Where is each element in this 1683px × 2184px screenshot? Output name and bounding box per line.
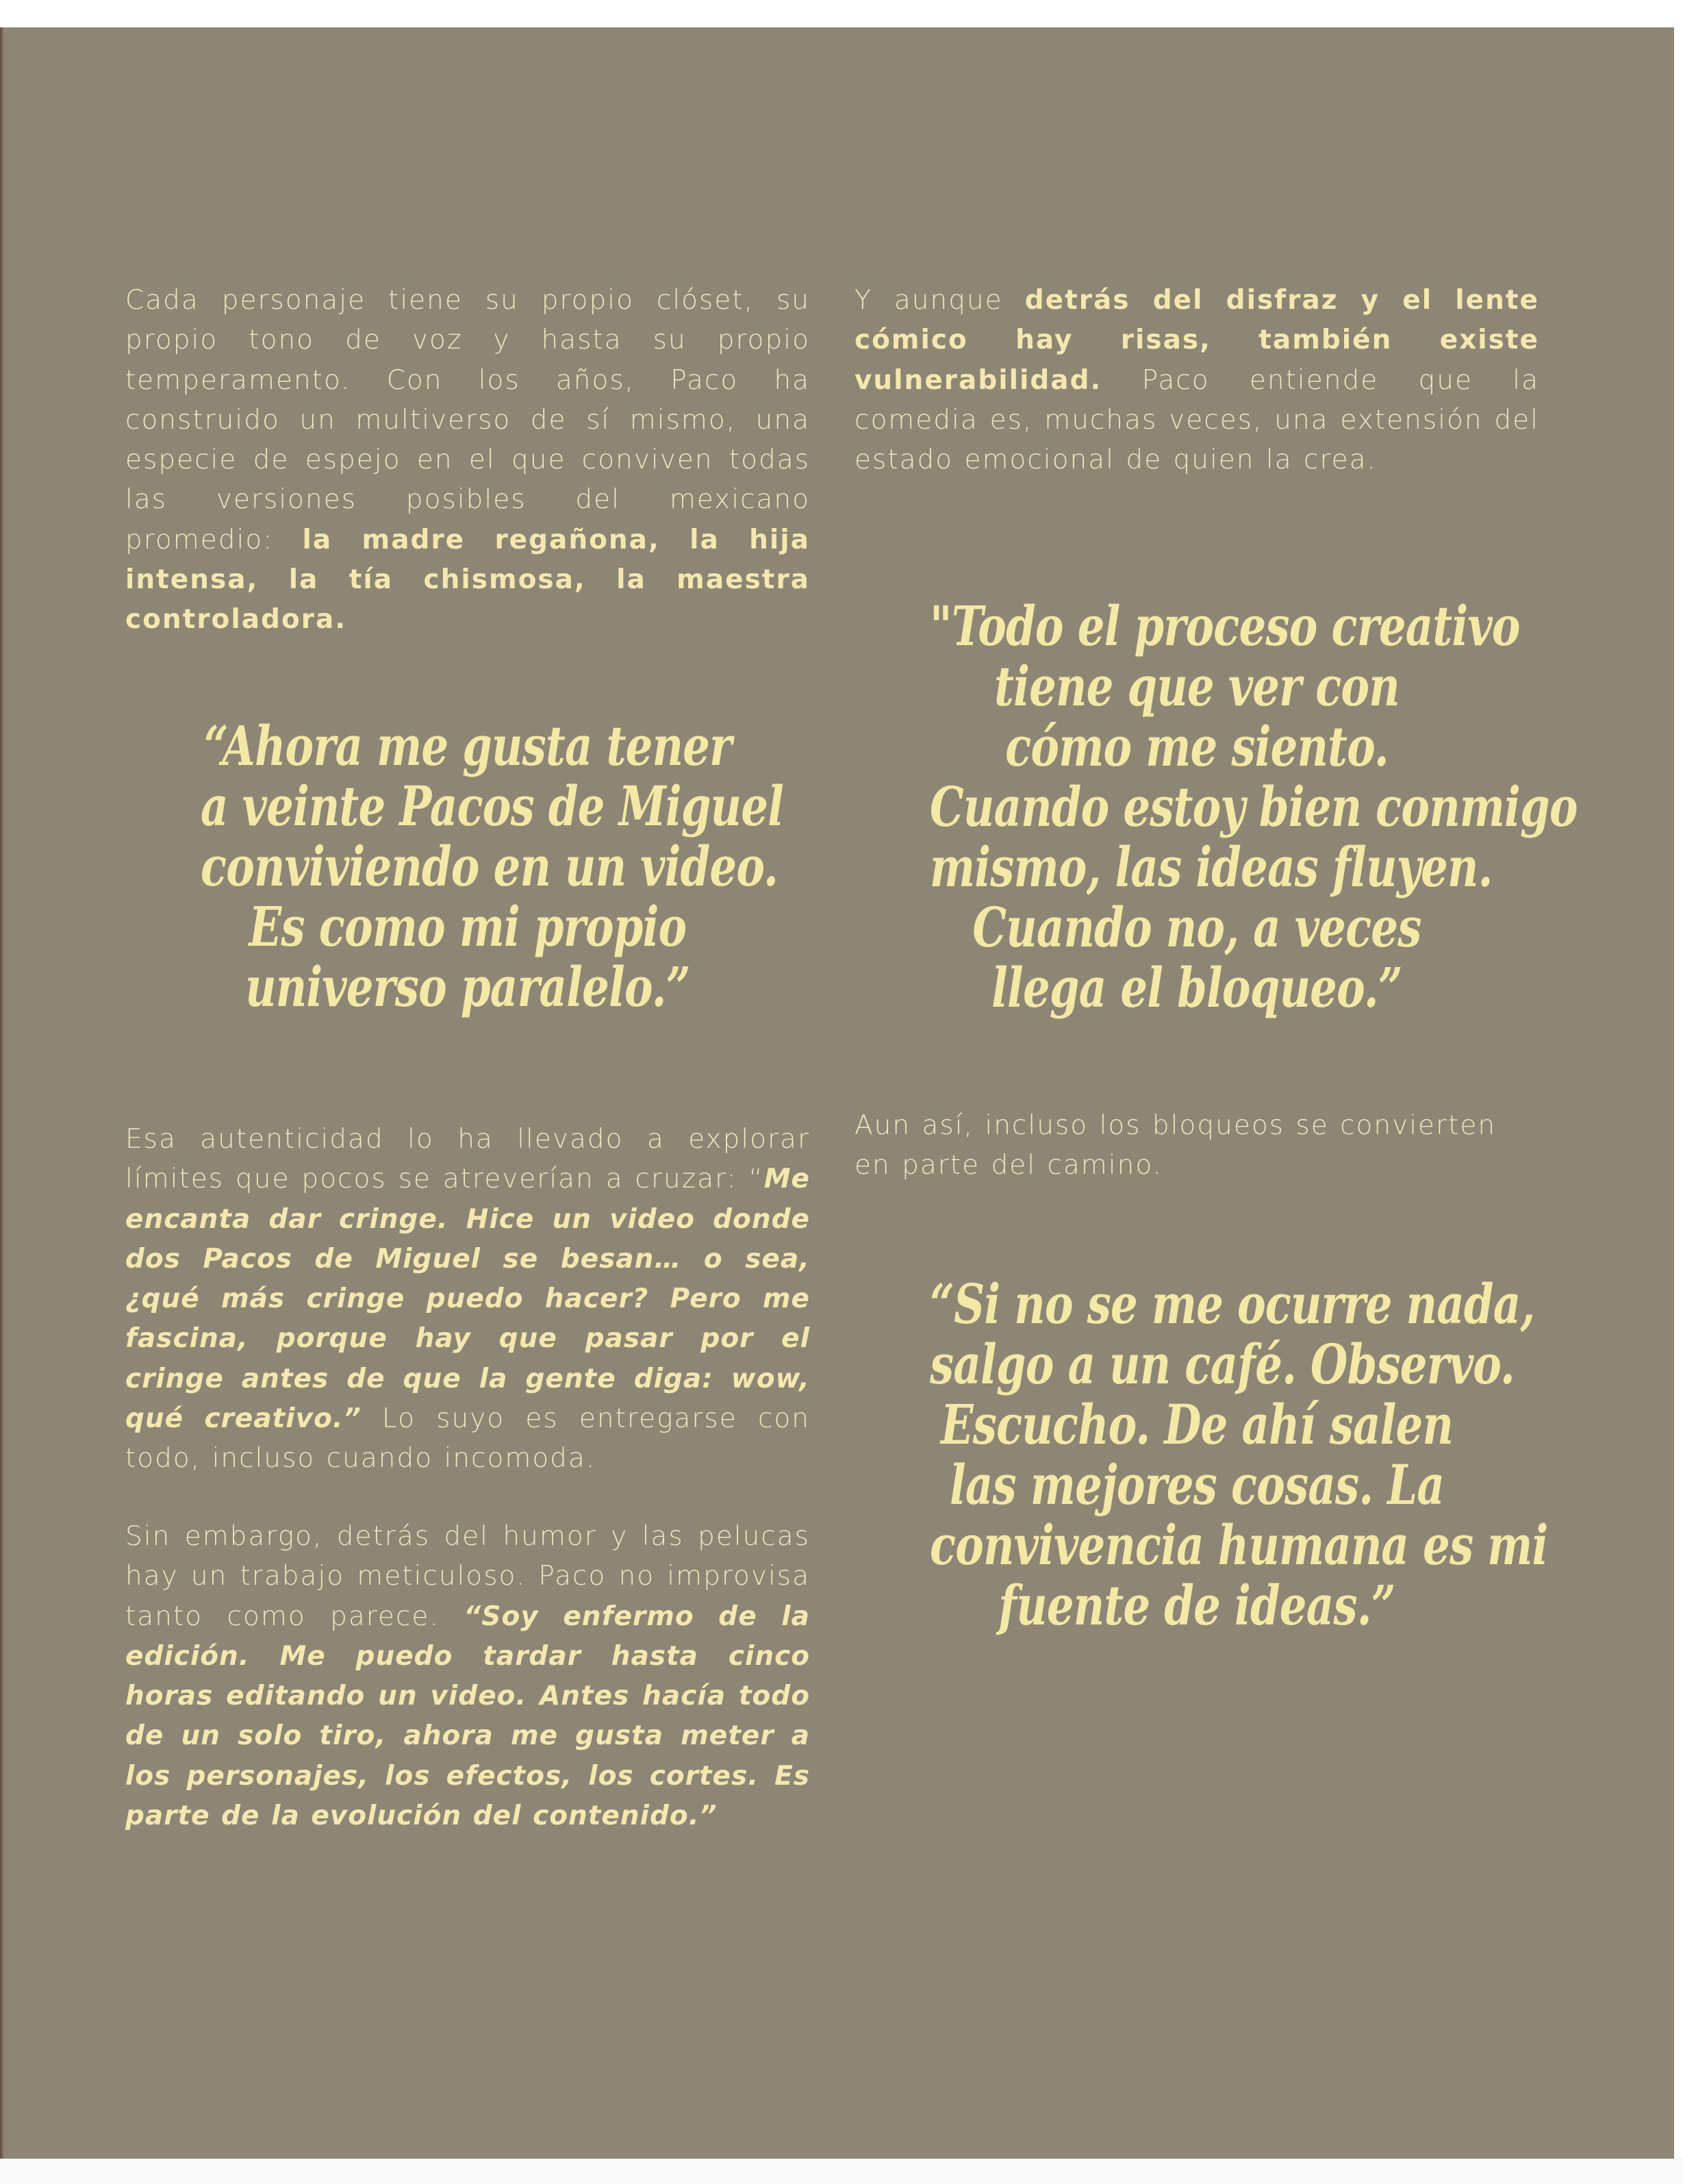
pull-quote-right-bottom [930, 1272, 1548, 1637]
left-paragraph-1-bold: la madre regañona, la hija intensa, la tía chismosa, la maestra controladora. [125, 524, 810, 636]
left-paragraph-3 [125, 1517, 810, 1836]
left-paragraph-2 [125, 1120, 810, 1479]
left-paragraph-1-text: Cada personaje tiene su propio clóset, su propio tono de voz y hasta su propio temperamento. Con los años, Paco ha construido un multiverso de sí mismo, una especie de espejo en el que conviven todas las versiones posibles del mexicano promedio: [125, 285, 810, 555]
right-paragraph-2-text: Aun así, incluso los bloqueos se convierten en parte del camino. [855, 1110, 1497, 1181]
pull-quote-left [201, 714, 784, 1019]
page-bottom-margin [0, 2159, 1683, 2184]
pull-quote-line: Cuando estoy bien conmigo [930, 775, 1578, 839]
page-edge-shadow [0, 27, 5, 2159]
pull-quote-line: tiene que ver con [994, 654, 1400, 718]
right-paragraph-1-outro: Paco entiende que la comedia es, muchas veces, una extensión del estado emocional de quien la crea. [855, 364, 1539, 476]
right-paragraph-1 [855, 281, 1539, 480]
right-paragraph-1-bold: detrás del disfraz y el lente cómico hay risas, también existe vulnerabilidad. [855, 285, 1539, 396]
pull-quote-line: universo paralelo.” [245, 955, 690, 1019]
pull-quote-line: salgo a un café. Observo. [930, 1332, 1515, 1396]
pull-quote-line: Escucho. De ahí salen [940, 1392, 1454, 1457]
left-paragraph-2-quote: Me encanta dar cringe. Hice un video donde dos Pacos de Miguel se besan… o sea, ¿qué más cringe puedo hacer? Pero me fascina, porque hay que pasar por el cringe antes de que la gente diga: wow, qué creativo.” [125, 1164, 810, 1435]
pull-quote-line: llega el bloqueo.” [991, 955, 1402, 1020]
right-paragraph-2 [855, 1106, 1539, 1186]
pull-quote-line: Cuando no, a veces [972, 895, 1421, 959]
magazine-page [0, 27, 1674, 2159]
pull-quote-line: “Si no se me ocurre nada, [930, 1272, 1535, 1336]
pull-quote-line: a veinte Pacos de Miguel [201, 774, 784, 838]
pull-quote-line: convivencia humana es mi [930, 1513, 1548, 1577]
left-paragraph-1 [125, 281, 810, 640]
pull-quote-line: “Ahora me gusta tener [203, 714, 732, 778]
pull-quote-line: "Todo el proceso creativo [930, 594, 1520, 658]
left-paragraph-3-quote: “Soy enfermo de la edición. Me puedo tardar hasta cinco horas editando un video. Antes hacía todo de un solo tiro, ahora me gusta meter a los personajes, los efectos, los cortes. Es parte de la evolución del contenido.” [125, 1601, 810, 1832]
left-paragraph-3-text: Sin embargo, detrás del humor y las pelucas hay un trabajo meticuloso. Paco no improvisa tanto como parece. [125, 1521, 810, 1632]
pull-quote-line: las mejores cosas. La [949, 1453, 1445, 1517]
pull-quote-line: conviviendo en un video. [201, 834, 779, 899]
pull-quote-line: mismo, las ideas fluyen. [930, 835, 1493, 899]
pull-quote-line: cómo me siento. [1005, 714, 1389, 779]
right-paragraph-1-text: Y aunque [855, 285, 1025, 316]
pull-quote-right-top [930, 594, 1578, 1020]
left-paragraph-2-text: Esa autenticidad lo ha llevado a explorar límites que pocos se atreverían a cruzar: “ [125, 1124, 810, 1195]
left-paragraph-2-outro: Lo suyo es entregarse con todo, incluso cuando incomoda. [125, 1403, 810, 1474]
pull-quote-line: Es como mi propio [249, 894, 687, 959]
pull-quote-line: fuente de ideas.” [998, 1573, 1395, 1637]
